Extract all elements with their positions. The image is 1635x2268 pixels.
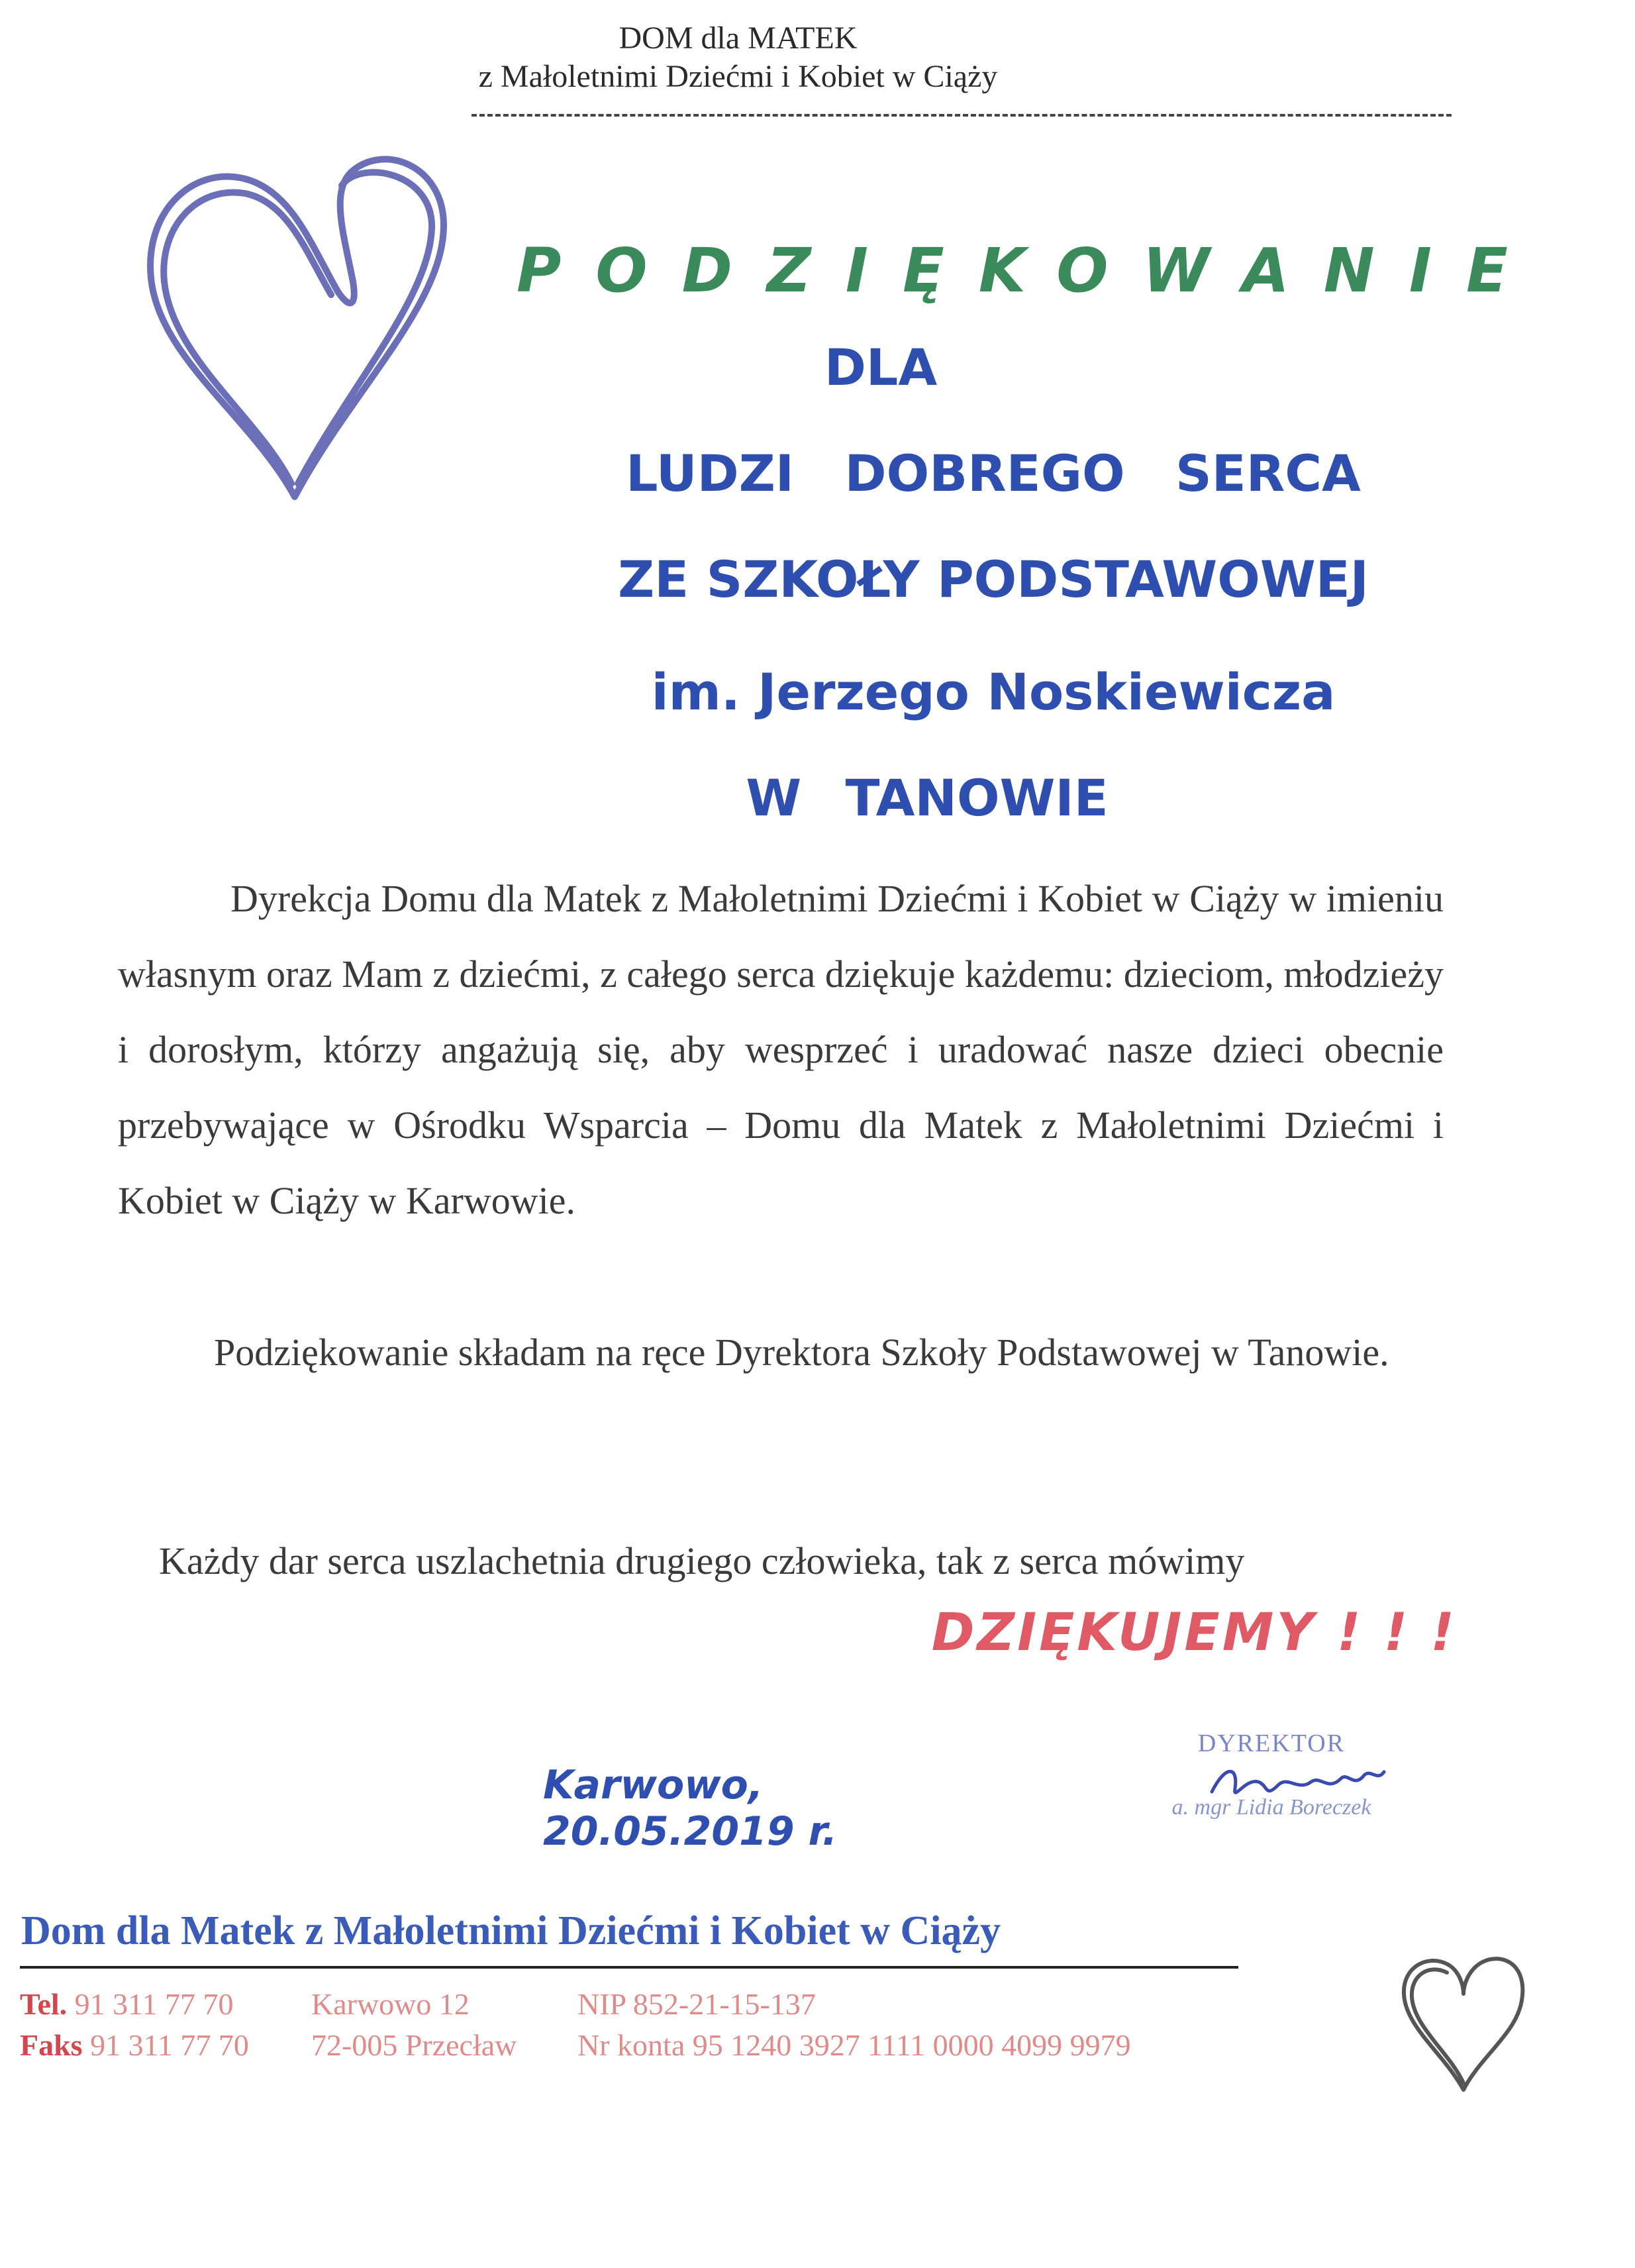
header-divider	[471, 114, 1452, 117]
nip: NIP 852-21-15-137	[577, 1987, 816, 2021]
body-paragraph-1: Dyrekcja Domu dla Matek z Małoletnimi Dziećmi i Kobiet w Ciąży w imieniu własnym oraz Mam z dziećmi, z całego serca dziękuje każdemu: dzieciom, młodzieży i dorosłym, którzy angażują się, aby wesprzeć i uradować nasze dzieci obecnie przebywające w Ośrodku Wsparcia – Domu dla Matek z Małoletnimi Dziećmi i Kobiet w Ciąży w Karwowie.	[118, 877, 1444, 1222]
small-heart-icon	[1397, 1947, 1530, 2100]
street: Karwowo 12	[311, 1987, 470, 2021]
bank-account: Nr konta 95 1240 3927 1111 0000 4099 9979	[577, 2028, 1131, 2062]
heading-line-3: im. Jerzego Noskiewicza	[651, 662, 1336, 721]
body-paragraph-2: Podziękowanie składam na ręce Dyrektora Szkoły Podstawowej w Tanowie.	[214, 1331, 1389, 1374]
postal-code: 72-005 Przecław	[311, 2028, 517, 2062]
footer-contact	[20, 1984, 249, 2066]
heading-line-4: W TANOWIE	[746, 768, 1109, 827]
header-line-2: z Małoletnimi Dziećmi i Kobiet w Ciąży	[478, 59, 998, 94]
footer-organization-name: Dom dla Matek z Małoletnimi Dziećmi i Kobiet w Ciąży	[21, 1908, 1001, 1953]
heading-line-2: ZE SZKOŁY PODSTAWOWEJ	[618, 550, 1369, 609]
stamp-title: DYREKTOR	[1197, 1729, 1346, 1757]
footer-address	[311, 1984, 517, 2066]
footer-identifiers	[577, 1984, 1131, 2066]
stamp-subtitle: a. mgr Lidia Boreczek	[1171, 1795, 1371, 1820]
footer-divider	[20, 1966, 1238, 1969]
fax-number: 91 311 77 70	[90, 2028, 249, 2062]
heading-dla: DLA	[824, 338, 938, 397]
fax-label: Faks	[20, 2028, 83, 2062]
document-title: PODZIĘKOWANIE	[517, 235, 1542, 306]
place-date: Karwowo, 20.05.2019 r.	[543, 1762, 838, 1855]
tel-number: 91 311 77 70	[74, 1987, 234, 2021]
heart-icon	[132, 139, 464, 510]
body-paragraph-3: Każdy dar serca uszlachetnia drugiego człowieka, tak z serca mówimy	[159, 1539, 1245, 1582]
heading-line-1: LUDZI DOBREGO SERCA	[626, 444, 1361, 503]
thanks-text: DZIĘKUJEMY ! ! !	[931, 1603, 1457, 1663]
tel-label: Tel.	[20, 1987, 68, 2021]
header-line-1: DOM dla MATEK	[619, 21, 858, 56]
